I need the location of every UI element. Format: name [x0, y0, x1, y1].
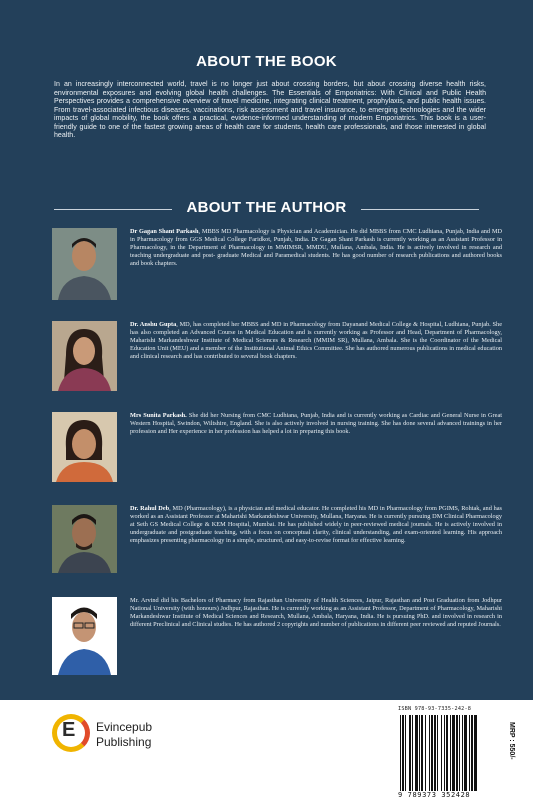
- about-book-text: In an increasingly interconnected world, travel is no longer just about crossing borders, but about crossing diverse health risks, environmental exposures and evolving global health challenges. The Essentials of Emporiatrics: With Clinical and Public Health Perspectives provides a comprehensive overview of travel medicine, integrating clinical treatment, prophylaxis, and public health issues. From travel-associated infectious diseases, vaccinations, risk assessment and travel insurance, to emerging technologies and the wider impacts of global mobility, the book offers a practical, evidence-informed understanding of modern Emporiatrics. This book is a user-friendly guide to one of the fastest growing areas of health care for students, health care professionals, and those interested in global health.: [54, 81, 486, 140]
- footer-band: [0, 700, 533, 808]
- mrp-label: MRP : 550/-: [508, 722, 515, 760]
- author-name: Mrs Sunita Parkash.: [130, 412, 187, 419]
- publisher-name: Evincepub: [96, 720, 153, 734]
- about-book-heading: ABOUT THE BOOK: [196, 53, 337, 70]
- author-photo: [52, 505, 117, 573]
- publisher-subtitle: Publishing: [96, 735, 152, 749]
- author-name: Dr. Anshu Gupta: [130, 321, 177, 328]
- author-name: Dr Gagan Shant Parkash: [130, 228, 199, 235]
- barcode-block: [396, 702, 518, 802]
- author-bio: Mrs Sunita Parkash. She did her Nursing from CMC Ludhiana, Punjab, India and is currently working as Cardiac and General Nurse in Great Western Hospital, Swindon, Wiltshire, England. She is also actively involved in nursing training. She has done several advanced trainings in her profession and Her experience in her profession has helped a lot in preparing this book.: [130, 412, 502, 436]
- isbn-text: ISBN 978-93-7335-242-8: [398, 706, 472, 712]
- author-bio: Dr. Rahul Deb, MD (Pharmacology), is a physician and medical educator. He completed his MD in Pharmacology from PGIMS, Rohtak, and has worked as an Assistant Professor at Maharishi Markandeshwar University, Mullana, Haryana. He is currently pursuing DM Clinical Pharmacology at Seth GS Medical College & KEM Hospital, Mumbai. He has published widely in peer-reviewed medical journals. He is actively involved in undergraduate and postgraduate teaching, with a focus on conceptual clarity, clinical understanding, and exam-oriented learning. His approach emphasizes presenting pharmacology in a simple, structured, and easy-to-revise format for effective learning.: [130, 505, 502, 545]
- about-author-heading: ABOUT THE AUTHOR: [186, 199, 347, 216]
- author-photo: [52, 412, 117, 482]
- divider-right: [361, 209, 479, 210]
- author-photo: [52, 321, 117, 391]
- barcode-digits: 9 789373 352428: [398, 791, 471, 799]
- author-bio: Dr Gagan Shant Parkash, MBBS MD Pharmacology is Physician and Academician. He did MBBS from CMC Ludhiana, Punjab, India and MD in Pharmacology from GGS Medical College Faridkot, Punjab, India. Dr Gagan Shant Parkash is currently working as an Assistant Professor in Pharmacology, in the Department of Pharmacology in MMIMSR, MMDU, Mullana, Ambala, India. He is actively involved in research and teaching undergraduate and post- graduate Medical and Paramedical students. He has good number of research publications and authored books and book chapters.: [130, 228, 502, 268]
- author-name: Dr. Rahul Deb: [130, 505, 170, 512]
- author-photo: [52, 597, 117, 675]
- author-bio: Mr. Arvind did his Bachelors of Pharmacy from Rajasthan University of Health Sciences, Jaipur, Rajasthan and Post Graduation from Jodhpur National University (with honours) Jodhpur, Rajasthan. He is currently working as an Assistant Professor, Department of Pharmacology, Maharishi Markandeshwar Institute of Medical Sciences and Research, Mullana, Ambala, Haryana, India. He is pursuing PhD. and involved in research in different Preclinical and Clinical studies. He has authored 2 copyrights and number of publications in different peer reviewed and reputed Journals.: [130, 597, 502, 629]
- author-photo: [52, 228, 117, 300]
- author-bio: Dr. Anshu Gupta, MD, has completed her MBBS and MD in Pharmacology from Dayanand Medical College & Hospital, Ludhiana, Punjab. She has also completed an Advanced Course in Medical Education and is currently working as Professor and Head, Department of Pharmacology, Maharishi Markandeshwar Institute of Medical Sciences & Research (MMIM SR), Mullana, Ambala. She is the Coordinator of the Medical Education Unit (MEU) and a member of the Institutional Animal Ethics Committee. She has authored numerous publications in medical education and clinical research and has contributed to several book chapters.: [130, 321, 502, 361]
- barcode-icon: [398, 715, 504, 791]
- logo-letter: E: [62, 719, 76, 741]
- publisher-logo: [52, 714, 192, 760]
